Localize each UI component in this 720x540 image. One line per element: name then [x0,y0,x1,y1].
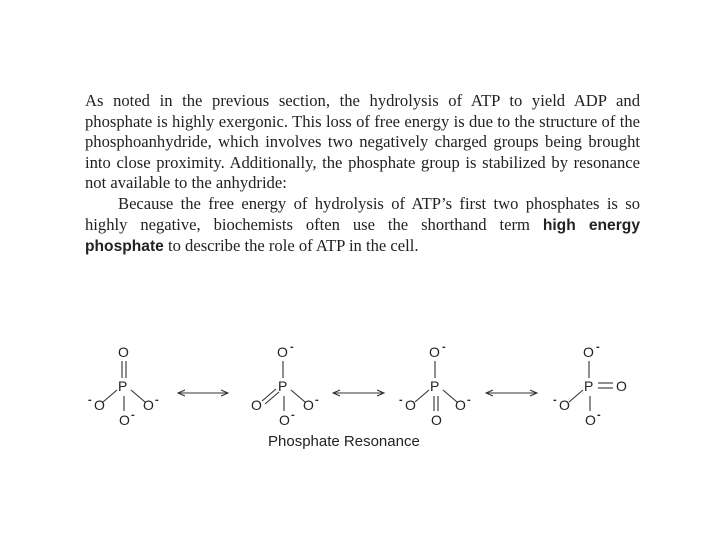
oxygen-right: O [455,397,466,413]
resonance-structure-2 [251,341,319,428]
oxygen-bottom: O [431,412,442,428]
bond [415,390,429,402]
charge: - [597,409,601,421]
oxygen-top: O [429,344,440,360]
bond [265,392,279,404]
phosphorus: P [278,378,288,394]
charge: - [290,341,294,353]
phosphorus: P [430,378,440,394]
charge: - [88,394,92,406]
oxygen-left: O [251,397,262,413]
oxygen-bottom: O [279,412,290,428]
charge: - [315,394,319,406]
charge: - [442,341,446,353]
figure-caption: Phosphate Resonance [268,433,420,450]
oxygen-top: O [277,344,288,360]
paragraph-2-before: Because the free energy of hydrolysis of ATP’s first two phosphates is so highly negative, biochemists often use the shorthand term [85,193,640,234]
paragraph-2-after: to describe the role of ATP in the cell. [163,236,419,256]
paragraph-2 [85,194,640,258]
bold-term: high energy phosphate [85,216,640,256]
charge: - [291,409,295,421]
oxygen-bottom: O [585,412,596,428]
bond [569,390,583,402]
oxygen-top: O [118,344,129,360]
oxygen-right: O [616,378,627,394]
oxygen-right: O [303,397,314,413]
oxygen-bottom: O [119,412,130,428]
charge: - [155,394,159,406]
oxygen-top: O [583,344,594,360]
bond [262,389,276,401]
charge: - [553,394,557,406]
resonance-structure-4 [553,341,627,428]
bond [103,390,117,402]
oxygen-left: O [559,397,570,413]
phosphorus: P [584,378,594,394]
phosphorus: P [118,378,128,394]
charge: - [467,394,471,406]
text-block [85,91,640,258]
charge: - [131,409,135,421]
resonance-structure-3 [399,341,471,428]
phosphate-resonance-diagram [0,330,720,455]
oxygen-right: O [143,397,154,413]
oxygen-left: O [94,397,105,413]
charge: - [399,394,403,406]
charge: - [596,341,600,353]
paragraph-1: As noted in the previous section, the hydrolysis of ATP to yield ADP and phosphate is highly exergonic. This loss of free energy is due to the structure of the phosphoanhydride, which involves two negatively charged groups being brought into close proximity. Additionally, the phosphate group is stabilized by resonance not available to the anhydride: [85,91,640,193]
oxygen-left: O [405,397,416,413]
resonance-structure-1 [88,344,159,428]
